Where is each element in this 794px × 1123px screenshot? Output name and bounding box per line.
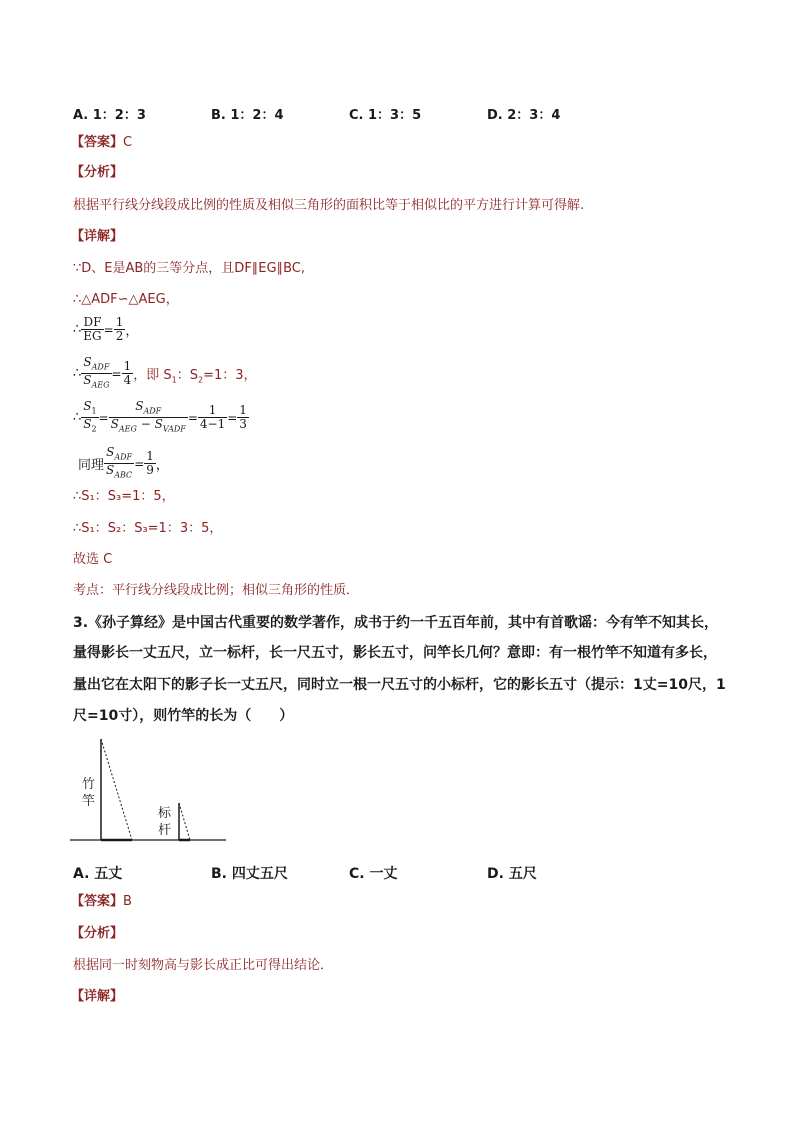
- fraction: $\frac{1}{4}$: [123, 359, 132, 388]
- q2-option-c: C. 1：3：5: [349, 108, 422, 123]
- fraction: $\frac{DF}{EG}$: [83, 315, 102, 343]
- q3-option-c: C. 一丈: [349, 866, 398, 882]
- q3-option-a: A. 五丈: [73, 866, 123, 882]
- q2-detail-line9: 故选 C: [73, 552, 113, 567]
- q2-detail-line2: ∴△ADF∽△AEG，: [73, 292, 179, 307]
- q3-answer: 【答案】B: [71, 894, 132, 909]
- fraction: $\frac{S_{ADF}}{S_{AEG} - S_{VADF}}$: [110, 399, 186, 434]
- q3-stem-line4: 尺=10寸），则竹竿的长为（ ）: [73, 708, 294, 724]
- fraction: $\frac{S_{ADF}}{S_{AEG}}$: [83, 355, 110, 390]
- stick-label: 标 杆: [158, 806, 172, 838]
- q2-detail-line5: ∴ $\frac{S_1}{S_2}$ = $\frac{S_{ADF}}{S_{AEG} - S_{VADF}}$ = $\frac{1}{4-1}$ = $\frac{1}{3}$: [73, 399, 247, 434]
- q2-detail-line10: 考点：平行线分线段成比例；相似三角形的性质．: [73, 583, 360, 598]
- fraction: $\frac{1}{3}$: [239, 403, 247, 432]
- answer-value: C: [123, 135, 133, 150]
- fraction: $\frac{S_1}{S_2}$: [83, 399, 97, 434]
- q3-detail-tag: 【详解】: [71, 989, 124, 1004]
- fraction: $\frac{1}{9}$: [146, 449, 154, 478]
- q2-analysis-tag: 【分析】: [71, 165, 124, 180]
- q3-option-d: D. 五尺: [487, 866, 537, 882]
- fraction: $\frac{1}{4-1}$: [199, 403, 226, 432]
- q2-option-d: D. 2：3：4: [487, 108, 561, 123]
- q2-detail-line4: ∴ $\frac{S_{ADF}}{S_{AEG}}$ = $\frac{1}{4}$ ，即 $S_1$：$S_2=1$：3，: [73, 355, 257, 390]
- sun-ray-short: [179, 803, 190, 840]
- fraction: $\frac{S_{ADF}}{S_{ABC}}$: [106, 445, 133, 480]
- q3-stem-line3: 量出它在太阳下的影子长一丈五尺，同时立一根一尺五寸的小标杆，它的影长五寸（提示：1丈=10尺，1: [73, 677, 726, 693]
- q2-option-a: A. 1：2：3: [73, 108, 146, 123]
- q2-detail-line7: ∴S₁：S₃=1：5，: [73, 489, 175, 504]
- bamboo-label: 竹 竿: [82, 777, 96, 809]
- q2-answer: [71, 134, 132, 152]
- q3-analysis-text: 根据同一时刻物高与影长成正比可得出结论．: [73, 958, 334, 973]
- answer-tag: 【答案】: [71, 135, 124, 150]
- q2-analysis-text: 根据平行线分线段成比例的性质及相似三角形的面积比等于相似比的平方进行计算可得解.: [73, 198, 585, 213]
- fraction: $\frac{1}{2}$: [115, 315, 124, 343]
- q2-detail-line1: ∵D、E是AB的三等分点，且DF∥EG∥BC,: [73, 261, 305, 276]
- q3-stem-line1: 3.《孙子算经》是中国古代重要的数学著作，成书于约一千五百年前，其中有首歌谣：今有竿不知其长，: [73, 615, 719, 631]
- q2-detail-line8: ∴S₁：S₂：S₃=1：3：5，: [73, 521, 223, 536]
- q3-option-b: B. 四丈五尺: [211, 866, 288, 882]
- q2-detail-line3: ∴ $\frac{DF}{EG}$ = $\frac{1}{2}$ ，: [73, 315, 139, 343]
- q2-option-b: B. 1：2：4: [211, 108, 284, 123]
- q2-detail-tag: 【详解】: [71, 229, 124, 244]
- q2-detail-line6: 同理 $\frac{S_{ADF}}{S_{ABC}}$ = $\frac{1}{9}$ ，: [78, 445, 169, 480]
- sun-ray-long: [101, 739, 132, 840]
- q3-analysis-tag: 【分析】: [71, 926, 124, 941]
- q3-stem-line2: 量得影长一丈五尺，立一标杆，长一尺五寸，影长五寸，问竿长几何？意即：有一根竹竿不知道有多长，: [73, 645, 717, 661]
